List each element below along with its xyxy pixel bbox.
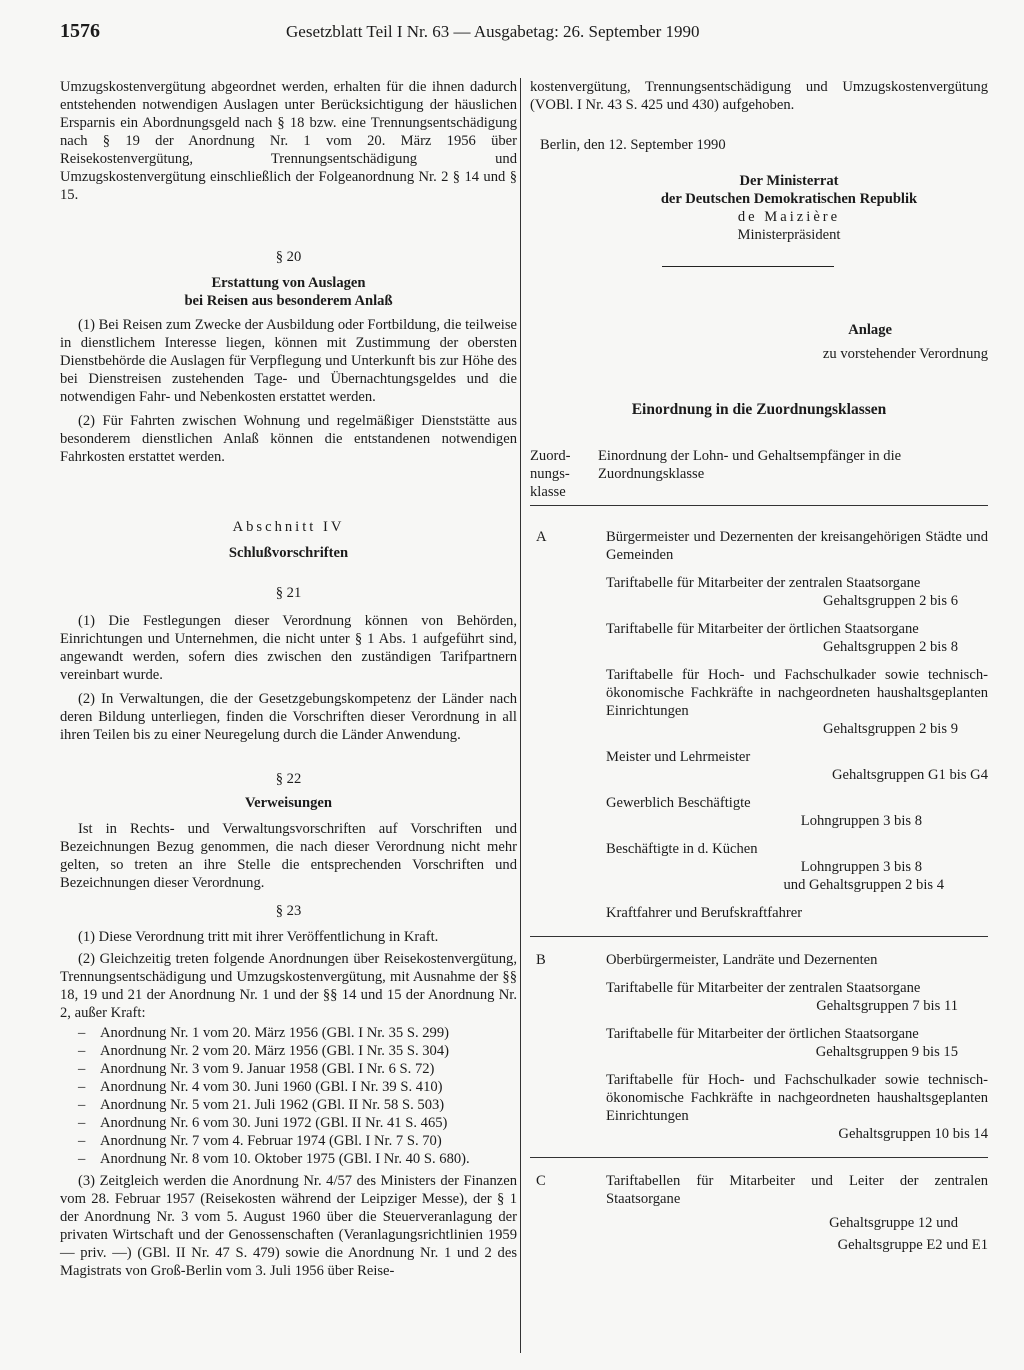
header-line: nungs- [530, 466, 570, 482]
entry-group: und Gehaltsgruppen 2 bis 4 [783, 877, 944, 893]
table-row [530, 1158, 988, 1274]
class-entries [606, 528, 988, 926]
entry-text: Tariftabelle für Mitarbeiter der örtlichen Staatsorgane [606, 1026, 919, 1042]
entry-text: Meister und Lehrmeister [606, 749, 751, 765]
section-21-number: § 21 [275, 585, 302, 601]
list-item [606, 1172, 988, 1254]
list-item: – Anordnung Nr. 6 vom 30. Juni 1972 (GBl. II Nr. 41 S. 465) [60, 1114, 517, 1132]
list-item [606, 904, 988, 922]
list-item: – Anordnung Nr. 7 vom 4. Februar 1974 (GBl. I Nr. 7 S. 70) [60, 1132, 517, 1150]
list-item: – Anordnung Nr. 1 vom 20. März 1956 (GBl. I Nr. 35 S. 299) [60, 1024, 517, 1042]
list-item: – Anordnung Nr. 4 vom 30. Juni 1960 (GBl. I Nr. 39 S. 410) [60, 1078, 517, 1096]
list-item [606, 528, 988, 564]
entry-group: Gehaltsgruppe E2 und E1 [837, 1237, 988, 1253]
entry-text: Oberbürgermeister, Landräte und Dezernenten [606, 952, 878, 968]
entry-group: Gehaltsgruppen G1 bis G4 [831, 767, 988, 783]
left-column [60, 78, 517, 1280]
entry-group: Gehaltsgruppen 2 bis 6 [823, 593, 958, 609]
entry-group: Gehaltsgruppe 12 und [829, 1215, 958, 1231]
entry-text: Kraftfahrer und Berufskraftfahrer [606, 905, 803, 921]
class-label: C [536, 1173, 546, 1189]
signature-ministerrat: Der Ministerrat [739, 173, 839, 189]
list-item [606, 1025, 988, 1061]
column-divider [520, 78, 521, 1353]
page-header [60, 20, 964, 52]
entry-text: Tariftabelle für Mitarbeiter der zentralen Staatsorgane [606, 980, 921, 996]
list-item [606, 1071, 988, 1143]
class-entries [606, 1172, 988, 1264]
page-title: Gesetzblatt Teil I Nr. 63 — Ausgabetag: 26. September 1990 [286, 22, 700, 41]
continued-paragraph: kostenvergütung, Trennungsentschädigung und Umzugskostenvergütung (VOBl. I Nr. 43 S. 425 und 430) aufgehoben. [530, 79, 988, 113]
list-item [606, 951, 988, 969]
class-label: B [536, 952, 546, 968]
place-date: Berlin, den 12. September 1990 [540, 137, 726, 153]
repealed-orders-list [60, 1024, 517, 1168]
signature-ddr: der Deutschen Demokratischen Republik [660, 191, 918, 207]
entry-text: Beschäftigte in d. Küchen [606, 841, 758, 857]
entry-group: Lohngruppen 3 bis 8 [800, 813, 922, 829]
section-23-paragraph-3: (3) Zeitgleich werden die Anordnung Nr. 4/57 des Ministers der Finanzen vom 28. Februar 1957 (Reisekosten während der Leipziger Messe), der § 1 der Anordnung Nr. 3 vom 5. August 1960 über die Steuerveranlagung der privaten Wirtschaft und der Genossenschaften (Veranlagungsrichtlinien 1959 — priv. —) (GBl. II Nr. 47 S. 479) sowie die Anordnung Nr. 1 und 2 des Magistrats von Groß-Berlin vom 3. Juli 1956 über Reise- [60, 1173, 517, 1279]
table-header [530, 447, 988, 506]
section-20-paragraph-2: (2) Für Fahrten zwischen Wohnung und regelmäßiger Dienststätte aus besonderem dienstlichen Anlaß können die entstandenen notwendigen Fahrkosten erstattet werden. [60, 413, 517, 465]
header-line: klasse [530, 484, 566, 500]
entry-text: Tariftabellen für Mitarbeiter und Leiter der zentralen Staatsorgane [606, 1173, 988, 1207]
intro-paragraph: Umzugskostenvergütung abgeordnet werden, erhalten für die ihnen dadurch entstehenden notwendigen Auslagen unter Berücksichtigung der häuslichen Ersparnis ein Abordnungsgeld nach § 18 bzw. eine Trennungsentschädigung nach § 19 der Anordnung Nr. 1 vom 20. März 1956 über Reisekostenvergütung, Trennungsentschädigung und Umzugskostenvergütung einschließlich der Folgeanordnung Nr. 2 § 14 und § 15. [60, 79, 517, 203]
section-20-number: § 20 [275, 249, 302, 265]
section-22-title: Verweisungen [244, 795, 333, 811]
entry-group: Gehaltsgruppen 7 bis 11 [816, 998, 958, 1014]
class-label: A [536, 529, 547, 545]
entry-group: Gehaltsgruppen 10 bis 14 [838, 1126, 988, 1142]
table-header-class [530, 447, 598, 501]
section-23-number: § 23 [275, 903, 302, 919]
entry-group: Gehaltsgruppen 9 bis 15 [815, 1044, 958, 1060]
section-21-paragraph-2: (2) In Verwaltungen, die der Gesetzgebungskompetenz der Länder nach deren Bildung unterliegen, finden die Vorschriften dieser Verordnung in all ihren Teilen bis zu einer Neuregelung durch die Länder Anwendung. [60, 691, 517, 743]
list-item [606, 794, 988, 830]
list-item [606, 666, 988, 738]
entry-text: Tariftabelle für Mitarbeiter der örtlichen Staatsorgane [606, 621, 919, 637]
page-number: 1576 [60, 20, 100, 42]
section-20-title-2: bei Reisen aus besonderem Anlaß [184, 293, 393, 309]
section-20-paragraph-1: (1) Bei Reisen zum Zwecke der Ausbildung oder Fortbildung, die teilweise in dienstlichem Interesse liegen, können mit Zustimmung der obersten Dienstbehörde die Auslagen für Verpflegung und Unterkunft bis zur Höhe des bei Dienstreisen zustehenden Tage- und Übernachtungsgeldes und die notwendigen Fahr- und Nebenkosten erstattet werden. [60, 317, 517, 405]
entry-group: Lohngruppen 3 bis 8 [800, 859, 922, 875]
section-iv-label: Abschnitt IV [232, 519, 345, 535]
entry-group: Gehaltsgruppen 2 bis 8 [823, 639, 958, 655]
list-item [606, 979, 988, 1015]
header-line: Zuord- [530, 448, 571, 464]
table-row [530, 937, 988, 1158]
list-item [606, 748, 988, 784]
table-header-assignment: Einordnung der Lohn- und Gehaltsempfänger in die Zuordnungsklasse [598, 448, 902, 482]
anlage-title: Anlage [848, 322, 892, 338]
right-column [530, 78, 988, 1274]
section-iv-title: Schlußvorschriften [228, 545, 349, 561]
signature-name: de Maizière [737, 209, 841, 225]
list-item: – Anordnung Nr. 2 vom 20. März 1956 (GBl. I Nr. 35 S. 304) [60, 1042, 517, 1060]
list-item: – Anordnung Nr. 8 vom 10. Oktober 1975 (GBl. I Nr. 40 S. 680). [60, 1150, 517, 1168]
class-entries [606, 951, 988, 1147]
section-20-title-1: Erstattung von Auslagen [211, 275, 366, 291]
section-23-paragraph-1: (1) Diese Verordnung tritt mit ihrer Veröffentlichung in Kraft. [78, 929, 439, 945]
entry-text: Tariftabelle für Mitarbeiter der zentralen Staatsorgane [606, 575, 921, 591]
list-item: – Anordnung Nr. 3 vom 9. Januar 1958 (GBl. I Nr. 6 S. 72) [60, 1060, 517, 1078]
entry-text: Tariftabelle für Hoch- und Fachschulkader sowie technisch-ökonomische Fachkräfte in nachgeordneten haushaltsgeplanten Einrichtungen [606, 667, 988, 719]
entry-text: Bürgermeister und Dezernenten der kreisangehörigen Städte und Gemeinden [606, 529, 988, 563]
list-item [606, 840, 988, 894]
entry-text: Tariftabelle für Hoch- und Fachschulkader sowie technisch-ökonomische Fachkräfte in nachgeordneten haushaltsgeplanten Einrichtungen [606, 1072, 988, 1124]
signature-role: Ministerpräsident [737, 227, 841, 243]
list-item [606, 574, 988, 610]
entry-text: Gewerblich Beschäftigte [606, 795, 751, 811]
section-22-number: § 22 [275, 771, 302, 787]
list-item: – Anordnung Nr. 5 vom 21. Juli 1962 (GBl. II Nr. 58 S. 503) [60, 1096, 517, 1114]
section-21-paragraph-1: (1) Die Festlegungen dieser Verordnung können von Behörden, Einrichtungen und Unternehmen, die nicht unter § 1 Abs. 1 aufgeführt sind, angewandt werden, sofern dies zwischen den zuständigen Tarifpartnern vereinbart wurde. [60, 613, 517, 683]
list-item [606, 620, 988, 656]
entry-group: Gehaltsgruppen 2 bis 9 [823, 721, 958, 737]
table-row [530, 506, 988, 937]
section-22-paragraph: Ist in Rechts- und Verwaltungsvorschriften auf Vorschriften und Bezeichnungen Bezug genommen, die nach dieser Verordnung nicht mehr gelten, so treten an ihre Stelle die entsprechenden Vorschriften und Bezeichnungen dieser Verordnung. [60, 821, 517, 891]
table-title: Einordnung in die Zuordnungsklassen [631, 401, 887, 418]
section-23-paragraph-2: (2) Gleichzeitig treten folgende Anordnungen über Reisekostenvergütung, Trennungsentschädigung und Umzugskostenvergütung, mit Ausnahme der §§ 18, 19 und 21 der Anordnung Nr. 1 und der §§ 14 und 15 der Anordnung Nr. 2, außer Kraft: [60, 951, 517, 1021]
anlage-subtitle: zu vorstehender Verordnung [822, 346, 988, 362]
